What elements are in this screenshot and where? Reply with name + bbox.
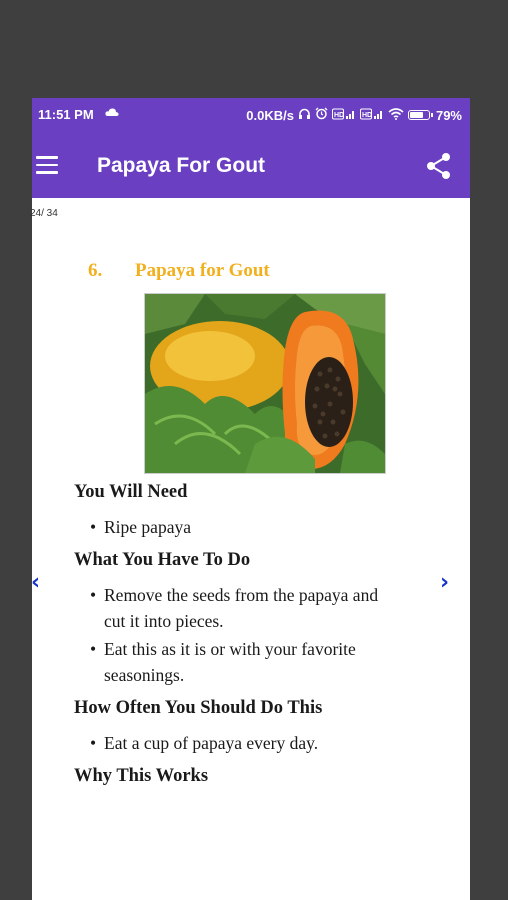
alarm-icon [315,107,328,123]
list-item-text: Eat a cup of papaya every day. [104,733,319,753]
page-title: Papaya For Gout [97,154,266,177]
share-icon[interactable] [426,152,452,180]
list-item-text: Remove the seeds from the papaya and [104,585,379,605]
section-heading [88,260,270,282]
app-bar [32,132,470,198]
often-heading: How Often You Should Do This [74,698,323,718]
headset-icon [298,108,311,123]
list-item-text: Eat this as it is or with your favorite [104,639,356,659]
page-counter: 24/ 34 [30,208,58,219]
status-bar [32,98,470,132]
next-page-arrow[interactable]: › [440,570,450,595]
list-item: • Ripe papaya [90,517,191,537]
papaya-image [144,293,386,474]
do-heading: What You Have To Do [74,550,251,570]
battery-percent: 79% [435,107,462,123]
status-right [246,107,462,123]
reader-page[interactable] [32,198,470,900]
svg-text:HD: HD [333,111,345,119]
sim2-signal-icon [360,108,384,123]
list-item-continuation: cut it into pieces. [104,611,224,631]
wifi-icon [388,108,404,123]
status-time: 11:51 PM [38,107,94,122]
why-heading: Why This Works [74,766,209,786]
sim1-signal-icon [332,108,356,123]
phone-screen [32,98,470,900]
net-speed: 0.0KB/s [246,107,294,123]
hamburger-menu-icon[interactable] [36,156,58,174]
need-heading: You Will Need [74,482,188,502]
list-item: • Eat a cup of papaya every day. [90,733,319,753]
list-item-continuation: seasonings. [104,665,185,685]
section-title: Papaya for Gout [135,260,270,281]
list-item: • Remove the seeds from the papaya and [90,585,379,605]
svg-text:HD: HD [361,111,373,119]
cloud-icon [105,105,119,120]
prev-page-arrow[interactable]: ‹ [31,570,41,595]
list-item: • Eat this as it is or with your favorite [90,639,356,659]
list-item-text: Ripe papaya [104,517,191,537]
section-number: 6. [88,260,103,281]
battery-icon [408,110,430,120]
